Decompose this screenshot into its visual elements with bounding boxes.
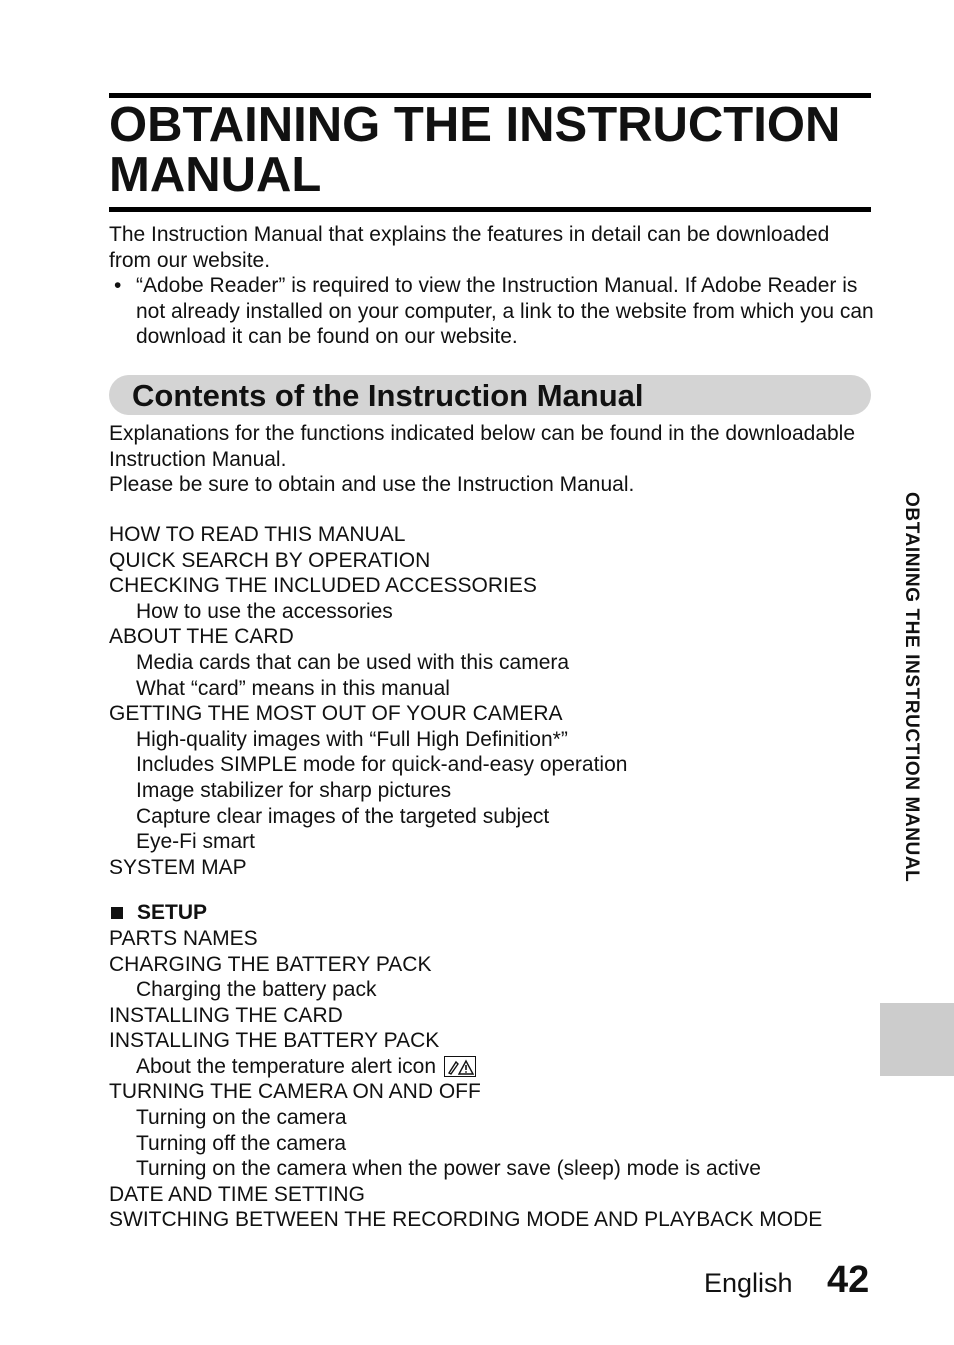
- list-item: [109, 1105, 879, 1131]
- list-item-text: Eye-Fi smart: [136, 830, 256, 854]
- list-item: [109, 952, 879, 978]
- section-explanation: [109, 421, 874, 498]
- contents-items: [109, 522, 879, 880]
- list-item-text: Turning on the camera when the power save (sleep) mode is active: [136, 1157, 761, 1181]
- list-item: [109, 676, 879, 702]
- list-item: [109, 1003, 879, 1029]
- explanation-line-2: Please be sure to obtain and use the Instruction Manual.: [109, 473, 635, 497]
- list-item-text: Includes SIMPLE mode for quick-and-easy operation: [136, 753, 628, 777]
- list-item-text: What “card” means in this manual: [136, 676, 450, 700]
- temperature-alert-icon: [444, 1056, 476, 1077]
- section-title: Contents of the Instruction Manual: [132, 378, 644, 413]
- list-item-text: PARTS NAMES: [109, 926, 258, 950]
- list-item: [109, 926, 879, 952]
- list-item-text: INSTALLING THE CARD: [109, 1003, 343, 1027]
- footer-page-number: 42: [827, 1259, 870, 1301]
- list-item-text: CHARGING THE BATTERY PACK: [109, 952, 432, 976]
- list-item: [109, 1054, 879, 1080]
- list-item: [109, 599, 879, 625]
- list-item-text: Image stabilizer for sharp pictures: [136, 778, 452, 802]
- bullet-icon: •: [114, 274, 122, 297]
- list-item-text: INSTALLING THE BATTERY PACK: [109, 1029, 440, 1053]
- setup-items: [109, 926, 879, 1233]
- contents-list: [109, 522, 879, 1233]
- list-item: [109, 727, 879, 753]
- footer-language: English: [704, 1268, 793, 1298]
- black-square-icon: [111, 907, 123, 919]
- list-item-text: QUICK SEARCH BY OPERATION: [109, 548, 431, 572]
- list-item-text: How to use the accessories: [136, 599, 393, 623]
- list-item: [109, 778, 879, 804]
- list-item-text: SWITCHING BETWEEN THE RECORDING MODE AND PLAYBACK MODE: [109, 1208, 823, 1232]
- list-item: [109, 855, 879, 881]
- list-item: [109, 624, 879, 650]
- intro-paragraph: The Instruction Manual that explains the features in detail can be downloaded from our website.: [109, 223, 830, 272]
- section-header-bar: [109, 375, 871, 415]
- list-item: [109, 522, 879, 548]
- setup-heading-label: SETUP: [137, 901, 208, 925]
- title-rule-bottom: [109, 207, 871, 212]
- list-item: [109, 701, 879, 727]
- page-title: OBTAINING THE INSTRUCTION MANUAL: [109, 98, 841, 202]
- setup-heading: [109, 900, 879, 926]
- list-item-text: Capture clear images of the targeted subject: [136, 804, 550, 828]
- list-item-text: Media cards that can be used with this camera: [136, 650, 570, 674]
- intro-bullet-text: “Adobe Reader” is required to view the Instruction Manual. If Adobe Reader is not already installed on your computer, a link to the website from which you can download it can be found on our website.: [136, 274, 874, 349]
- list-item-text: Turning off the camera: [136, 1131, 347, 1155]
- list-item-text: HOW TO READ THIS MANUAL: [109, 523, 406, 546]
- chapter-side-label: OBTAINING THE INSTRUCTION MANUAL: [901, 492, 922, 883]
- list-item: [109, 1079, 879, 1105]
- list-item: [109, 804, 879, 830]
- list-item: [109, 1028, 879, 1054]
- list-item: [109, 1156, 879, 1182]
- explanation-line-1: Explanations for the functions indicated below can be found in the downloadable Instruction Manual.: [109, 422, 856, 471]
- list-item: [109, 573, 879, 599]
- list-item-text: SYSTEM MAP: [109, 855, 247, 879]
- list-item-text: Turning on the camera: [136, 1106, 347, 1130]
- list-item-text: Charging the battery pack: [136, 978, 377, 1002]
- list-item-text: TURNING THE CAMERA ON AND OFF: [109, 1080, 481, 1104]
- list-item-text: About the temperature alert icon: [136, 1054, 437, 1078]
- list-item: [109, 1207, 879, 1233]
- list-item: [109, 752, 879, 778]
- list-gap: [109, 880, 879, 900]
- list-item: [109, 548, 879, 574]
- list-item-text: ABOUT THE CARD: [109, 625, 294, 649]
- list-item: [109, 650, 879, 676]
- list-item-text: High-quality images with “Full High Definition*”: [136, 727, 568, 751]
- list-item: [109, 977, 879, 1003]
- list-item-text: DATE AND TIME SETTING: [109, 1182, 365, 1206]
- list-item: [109, 829, 879, 855]
- list-item-text: GETTING THE MOST OUT OF YOUR CAMERA: [109, 702, 563, 726]
- list-item-text: CHECKING THE INCLUDED ACCESSORIES: [109, 574, 537, 598]
- chapter-side-tab: [880, 1003, 954, 1076]
- list-item: [109, 1131, 879, 1157]
- list-item: [109, 1182, 879, 1208]
